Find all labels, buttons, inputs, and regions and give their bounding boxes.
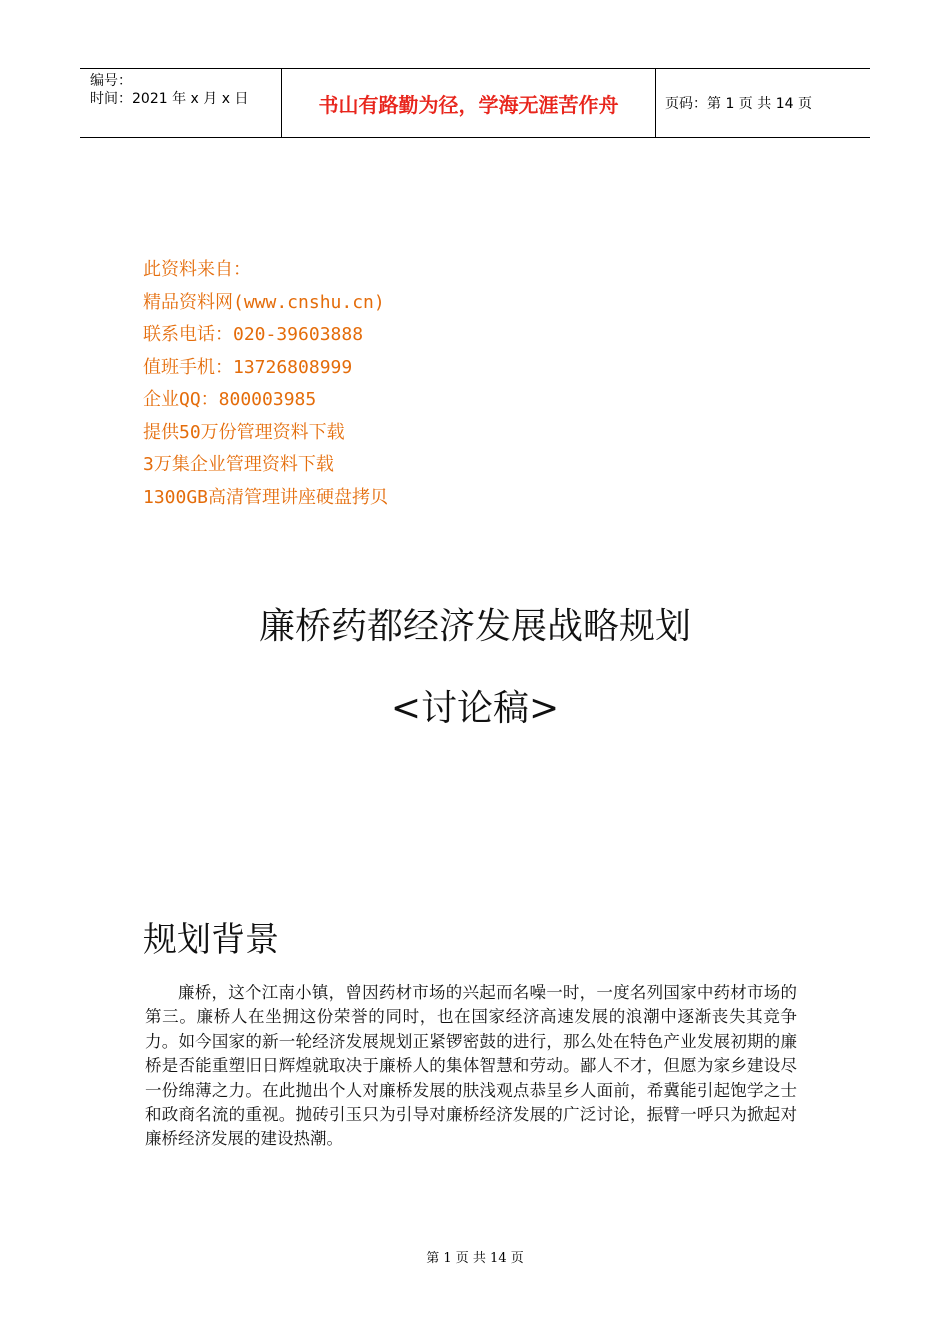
source-line: 1300GB高清管理讲座硬盘拷贝 bbox=[143, 486, 389, 508]
source-line: 3万集企业管理资料下载 bbox=[143, 454, 334, 475]
source-info bbox=[143, 254, 388, 514]
source-line: 企业QQ：800003985 bbox=[143, 389, 317, 410]
source-line: 此资料来自： bbox=[143, 259, 251, 280]
document-title: 廉桥药都经济发展战略规划 bbox=[258, 606, 691, 647]
header-motto: 书山有路勤为径，学海无涯苦作舟 bbox=[318, 92, 619, 117]
section-heading: 规划背景 bbox=[143, 920, 279, 960]
source-line: 精品资料网(www.cnshu.cn) bbox=[143, 291, 385, 313]
source-line: 联系电话：020-39603888 bbox=[143, 324, 364, 345]
source-line: 值班手机：13726808999 bbox=[143, 356, 353, 378]
header-divider bbox=[655, 69, 656, 137]
page-header bbox=[80, 68, 870, 138]
page-footer: 第 1 页 共 14 页 bbox=[426, 1251, 524, 1266]
header-page-info: 页码：第 1 页 共 14 页 bbox=[665, 96, 812, 112]
time-label: 时间：2021 年 x 月 x 日 bbox=[90, 91, 249, 107]
source-line: 提供50万份管理资料下载 bbox=[143, 421, 345, 443]
body-paragraph: 廉桥，这个江南小镇，曾因药材市场的兴起而名噪一时，一度名列国家中药材市场的第三。廉桥人在坐拥这份荣誉的同时，也在国家经济高速发展的浪潮中逐渐丧失其竞争力。如今国家的新一轮经济发展规划正紧锣密鼓的进行，那么处在特色产业发展初期的廉桥是否能重塑旧日辉煌就取决于廉桥人的集体智慧和劳动。鄙人不才，但愿为家乡建设尽一份绵薄之力。在此抛出个人对廉桥发展的肤浅观点恭呈乡人面前，希冀能引起饱学之士和政商名流的重视。抛砖引玉只为引导对廉桥经济发展的广泛讨论，振臂一呼只为掀起对廉桥经济发展的建设热潮。 bbox=[145, 983, 797, 1149]
header-meta bbox=[90, 72, 248, 108]
code-label: 编号： bbox=[90, 73, 132, 89]
document-subtitle: <讨论稿> bbox=[390, 688, 560, 729]
